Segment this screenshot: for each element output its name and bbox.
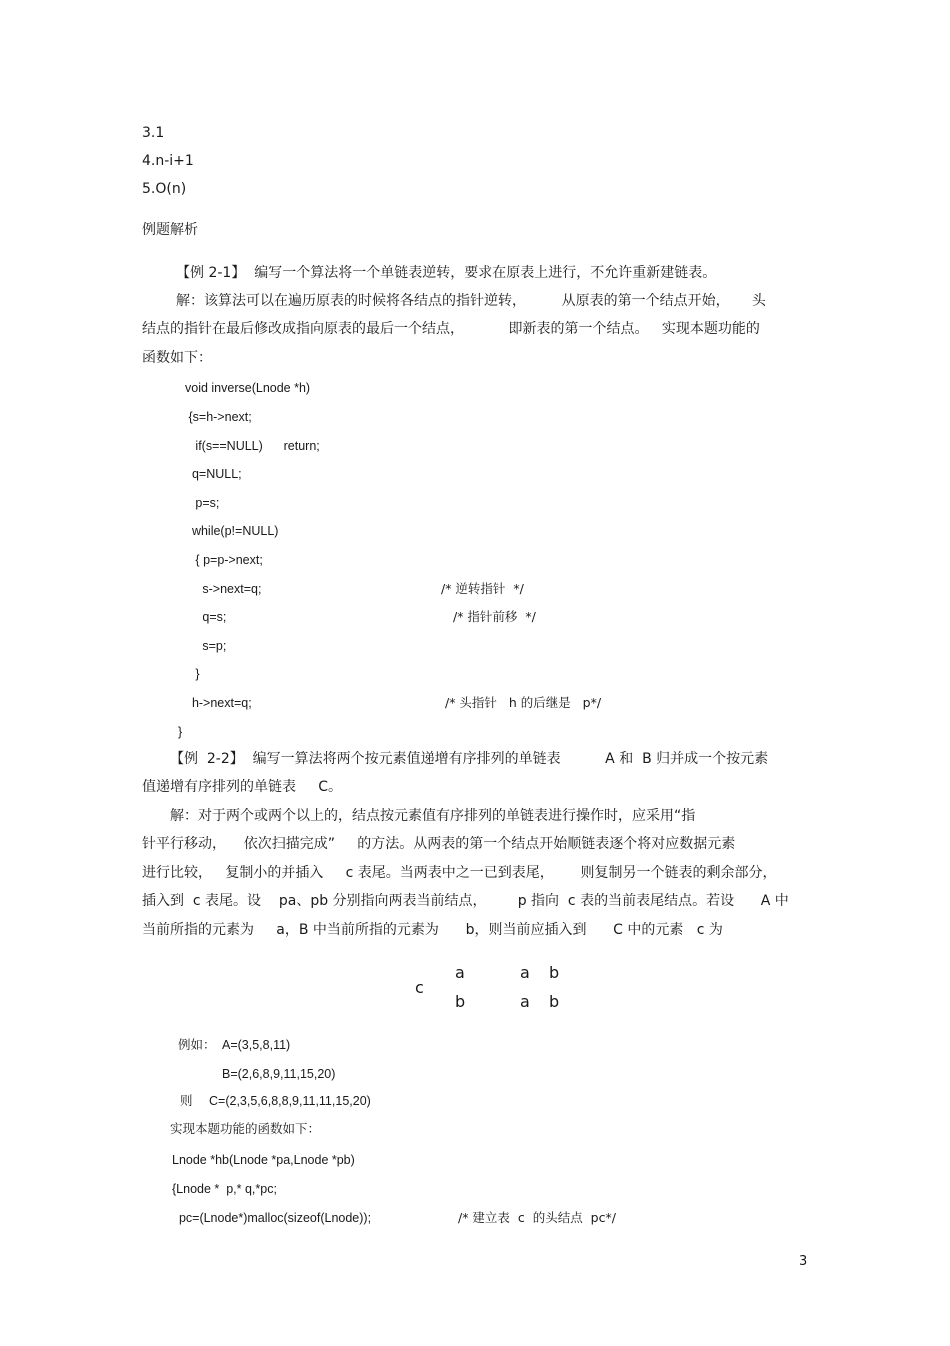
- code-line: p=s;: [185, 496, 220, 510]
- section-title: 例题解析: [142, 222, 198, 238]
- formula-condition: a: [520, 992, 530, 1011]
- code-line: }: [185, 667, 200, 681]
- code-line: q=s;: [185, 610, 227, 624]
- solution-line: 解：该算法可以在遍历原表的时候将各结点的指针逆转， 从原表的第一个结点开始， 头: [176, 293, 766, 309]
- code-comment: /* 建立表 c 的头结点 pc*/: [458, 1210, 616, 1225]
- code-line: s=p;: [185, 639, 227, 653]
- code-line: s->next=q;: [185, 582, 262, 596]
- solution-line: 进行比较， 复制小的并插入 c 表尾。当两表中之一已到表尾， 则复制另一个链表的剩余部分，: [142, 865, 777, 881]
- solution-line: 结点的指针在最后修改成指向原表的最后一个结点， 即新表的第一个结点。 实现本题功能的: [142, 321, 760, 337]
- example-label: 则: [180, 1093, 193, 1108]
- solution-line: 插入到 c 表尾。设 pa、pb 分别指向两表当前结点， p 指向 c 表的当前表尾结点。若设 A 中: [142, 893, 789, 909]
- example-heading: 值递增有序排列的单链表 C。: [142, 779, 343, 795]
- code-line: }: [178, 725, 183, 739]
- page-number: 3: [799, 1254, 808, 1269]
- code-line: h->next=q;: [185, 696, 252, 710]
- code-comment: /* 指针前移 */: [453, 609, 536, 624]
- example-heading: 【例 2-1】 编写一个算法将一个单链表逆转，要求在原表上进行，不允许重新建链表。: [176, 265, 717, 281]
- code-comment: /* 逆转指针 */: [441, 581, 524, 596]
- example-heading: 【例 2-2】 编写一算法将两个按元素值递增有序排列的单链表 A 和 B 归并成一个按元素: [170, 751, 769, 767]
- solution-line: 针平行移动， 依次扫描完成” 的方法。从两表的第一个结点开始顺链表逐个将对应数据元素: [142, 836, 736, 852]
- formula-condition: a: [520, 963, 530, 982]
- formula-condition: b: [549, 992, 560, 1011]
- answer-item: 4.n-i+1: [142, 153, 194, 169]
- formula-value: a: [455, 963, 465, 982]
- code-line: while(p!=NULL): [185, 524, 279, 538]
- code-line: pc=(Lnode*)malloc(sizeof(Lnode));: [172, 1211, 372, 1225]
- example-label: 例如：: [178, 1037, 216, 1052]
- code-line: void inverse(Lnode *h): [185, 381, 311, 395]
- code-comment: /* 头指针 h 的后继是 p*/: [445, 695, 602, 710]
- code-line: q=NULL;: [185, 467, 242, 481]
- solution-line: 解：对于两个或两个以上的，结点按元素值有序排列的单链表进行操作时，应采用“指: [170, 808, 696, 824]
- formula-value: b: [455, 992, 466, 1011]
- formula-condition: b: [549, 963, 560, 982]
- code-line: { p=p->next;: [185, 553, 263, 567]
- answer-item: 5.O(n): [142, 181, 187, 197]
- code-line: Lnode *hb(Lnode *pa,Lnode *pb): [172, 1153, 355, 1167]
- impl-intro: 实现本题功能的函数如下：: [170, 1121, 321, 1136]
- example-value: C=(2,3,5,6,8,8,9,11,11,15,20): [209, 1094, 371, 1108]
- answer-item: 3.1: [142, 125, 165, 141]
- solution-line: 当前所指的元素为 a，B 中当前所指的元素为 b，则当前应插入到 C 中的元素 c 为: [142, 922, 723, 938]
- example-value: A=(3,5,8,11): [222, 1038, 291, 1052]
- formula-c: c: [415, 978, 424, 997]
- example-value: B=(2,6,8,9,11,15,20): [222, 1067, 336, 1081]
- code-line: if(s==NULL) return;: [185, 439, 320, 453]
- code-line: {Lnode * p,* q,*pc;: [172, 1182, 277, 1196]
- code-line: {s=h->next;: [185, 410, 252, 424]
- solution-line: 函数如下：: [142, 350, 212, 366]
